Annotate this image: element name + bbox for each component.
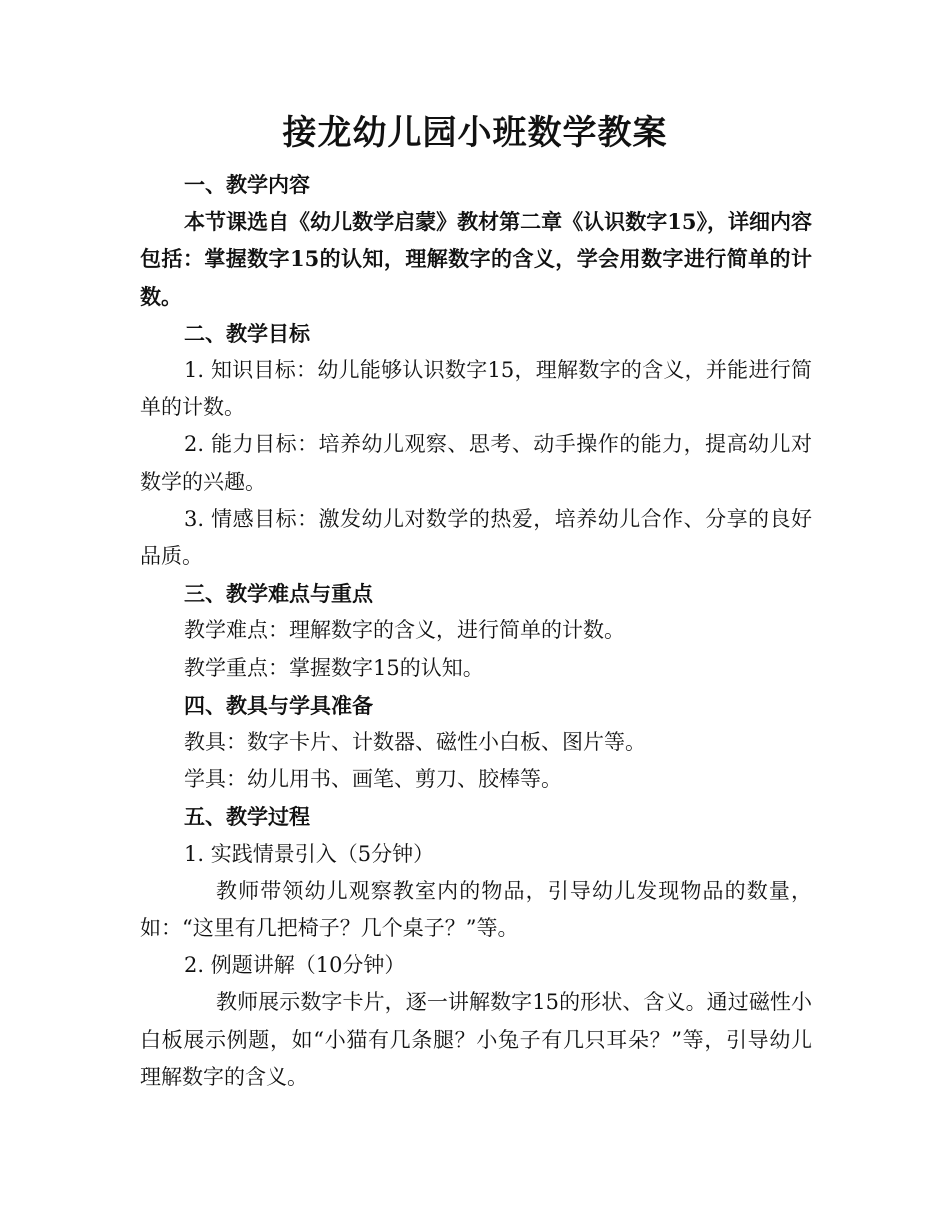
section-heading-materials: 四、教具与学具准备 xyxy=(184,692,373,718)
process-step-2-heading: 2. 例题讲解（10分钟） xyxy=(184,953,406,978)
process-step-1-text: 教师带领幼儿观察教室内的物品，引导幼儿发现物品的数量，如：“这里有几把椅子？几个桌子？”等。 xyxy=(140,878,812,941)
goal-emotion: 3. 情感目标：激发幼儿对数学的热爱，培养幼儿合作、分享的良好品质。 xyxy=(140,506,812,569)
section-heading-process: 五、教学过程 xyxy=(184,804,310,830)
section-heading-content: 一、教学内容 xyxy=(184,172,310,197)
goal-knowledge: 1. 知识目标：幼儿能够认识数字15，理解数字的含义，并能进行简单的计数。 xyxy=(140,358,812,420)
content-paragraph: 本节课选自《幼儿数学启蒙》教材第二章《认识数字15》，详细内容包括：掌握数字15的认知，理解数字的含义，学会用数字进行简单的计数。 xyxy=(140,209,812,309)
process-step-1-heading: 1. 实践情景引入（5分钟） xyxy=(184,841,435,866)
process-step-2-text: 教师展示数字卡片，逐一讲解数字15的形状、含义。通过磁性小白板展示例题，如“小猫有几条腿？小兔子有几只耳朵？”等，引导幼儿理解数字的含义。 xyxy=(140,990,812,1089)
difficult-point: 教学难点：理解数字的含义，进行简单的计数。 xyxy=(184,618,625,643)
document-body xyxy=(140,166,812,1096)
teaching-aids: 教具：数字卡片、计数器、磁性小白板、图片等。 xyxy=(184,730,646,755)
key-point: 教学重点：掌握数字15的认知。 xyxy=(184,655,484,680)
learning-aids: 学具：幼儿用书、画笔、剪刀、胶棒等。 xyxy=(184,767,562,792)
goal-ability: 2. 能力目标：培养幼儿观察、思考、动手操作的能力，提高幼儿对数学的兴趣。 xyxy=(140,432,812,494)
section-heading-goals: 二、教学目标 xyxy=(184,320,310,346)
section-heading-key-points: 三、教学难点与重点 xyxy=(184,581,373,607)
document-title: 接龙幼儿园小班数学教案 xyxy=(282,113,668,153)
